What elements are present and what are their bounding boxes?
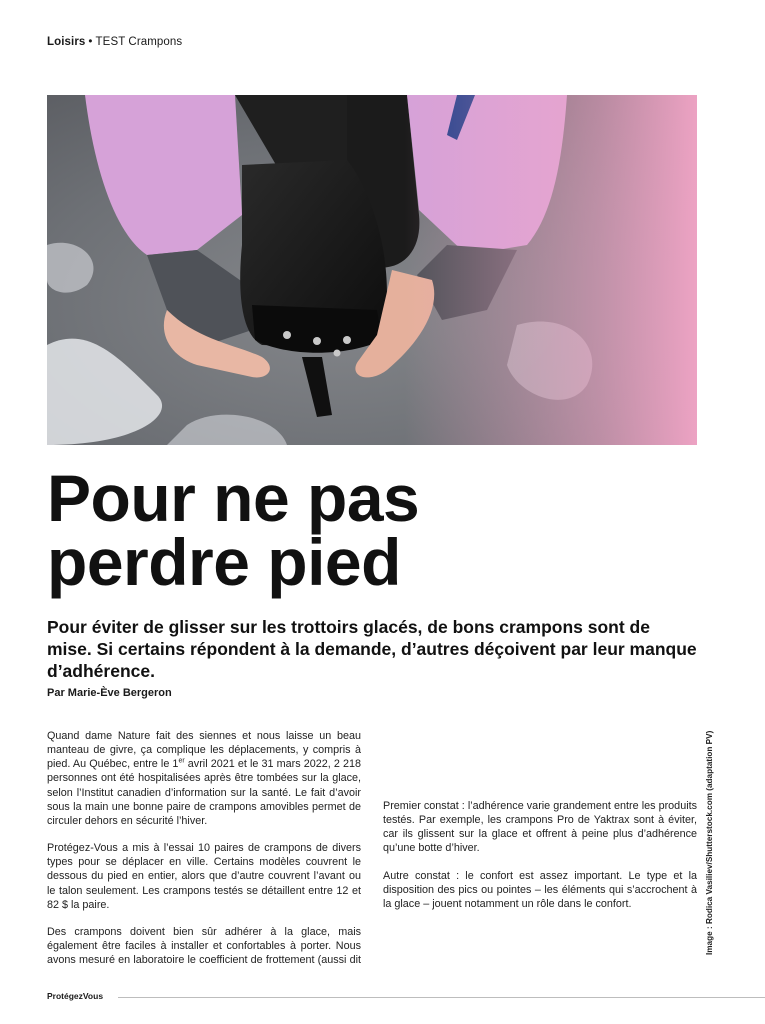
title-line-1: Pour ne pas — [47, 461, 420, 535]
paragraph-5: Autre constat : le confort est assez important. Le type et la disposition des pics ou pointes – les éléments qui s’accrochent à la glace – jouent notamment un rôle dans le confort. — [383, 869, 697, 910]
body-column-left — [47, 729, 361, 980]
paragraph-1-end: avril 2021 et le 31 mars 2022, 2 218 personnes ont été hospitalisées après être tombées sur la glace, selon l’Institut canadien d’information sur la santé. Le fait d’avoir sous la main une bonne paire de crampons amovibles permet de circuler dehors en sécurité l’hiver. — [47, 758, 362, 827]
crampon-photo-icon — [47, 95, 697, 445]
section-topic: TEST Crampons — [95, 36, 183, 48]
article-title — [47, 461, 697, 599]
paragraph-4: Premier constat : l’adhérence varie grandement entre les produits testés. Par exemple, les crampons Pro de Yaktrax sont à éviter, car ils glissent sur la glace et offrent à peine plus d’adhérence qu’une botte d’hiver. — [383, 800, 697, 855]
hero-photo — [47, 95, 697, 445]
header-separator: • — [88, 36, 93, 48]
running-header — [47, 36, 182, 48]
paragraph-2: Protégez-Vous a mis à l’essai 10 paires de crampons de divers types pour se déplacer en ville. Certains modèles couvrent le dessous du pied en entier, alors que d’autre couvrent l’avant ou le talon seulement. Les crampons testés se détaillent entre 12 et 82 $ la paire. — [47, 842, 361, 911]
footer-rule — [118, 997, 765, 998]
article-deck: Pour éviter de glisser sur les trottoirs glacés, de bons crampons sont de mise. Si certains répondent à la demande, d’autres déçoivent par leur manque d’adhérence. — [47, 617, 697, 681]
ordinal-superscript: er — [178, 757, 185, 765]
section-name: Loisirs — [47, 36, 86, 48]
image-credit: Image : Rodica Vasiliev/Shutterstock.com (adaptation PV) — [705, 730, 714, 955]
body-column-right — [383, 729, 697, 924]
footer-brand: ProtégezVous — [47, 991, 104, 1001]
title-line-2: perdre pied — [47, 525, 401, 599]
byline: Par Marie-Ève Bergeron — [47, 687, 172, 699]
paragraph-1 — [47, 729, 361, 828]
paragraph-1-start: Quand dame Nature fait des siennes et nous laisse un beau manteau de givre, ça complique les déplacements, y compris à pied. Au Québec, entre le 1 — [47, 730, 361, 771]
paragraph-3-flow — [383, 729, 697, 786]
paragraph-3: Des crampons doivent bien sûr adhérer à la glace, mais également être faciles à installer et confortables à porter. Nous avons mesuré en laboratoire le coefficient de frottement (aussi dit — [47, 925, 361, 967]
